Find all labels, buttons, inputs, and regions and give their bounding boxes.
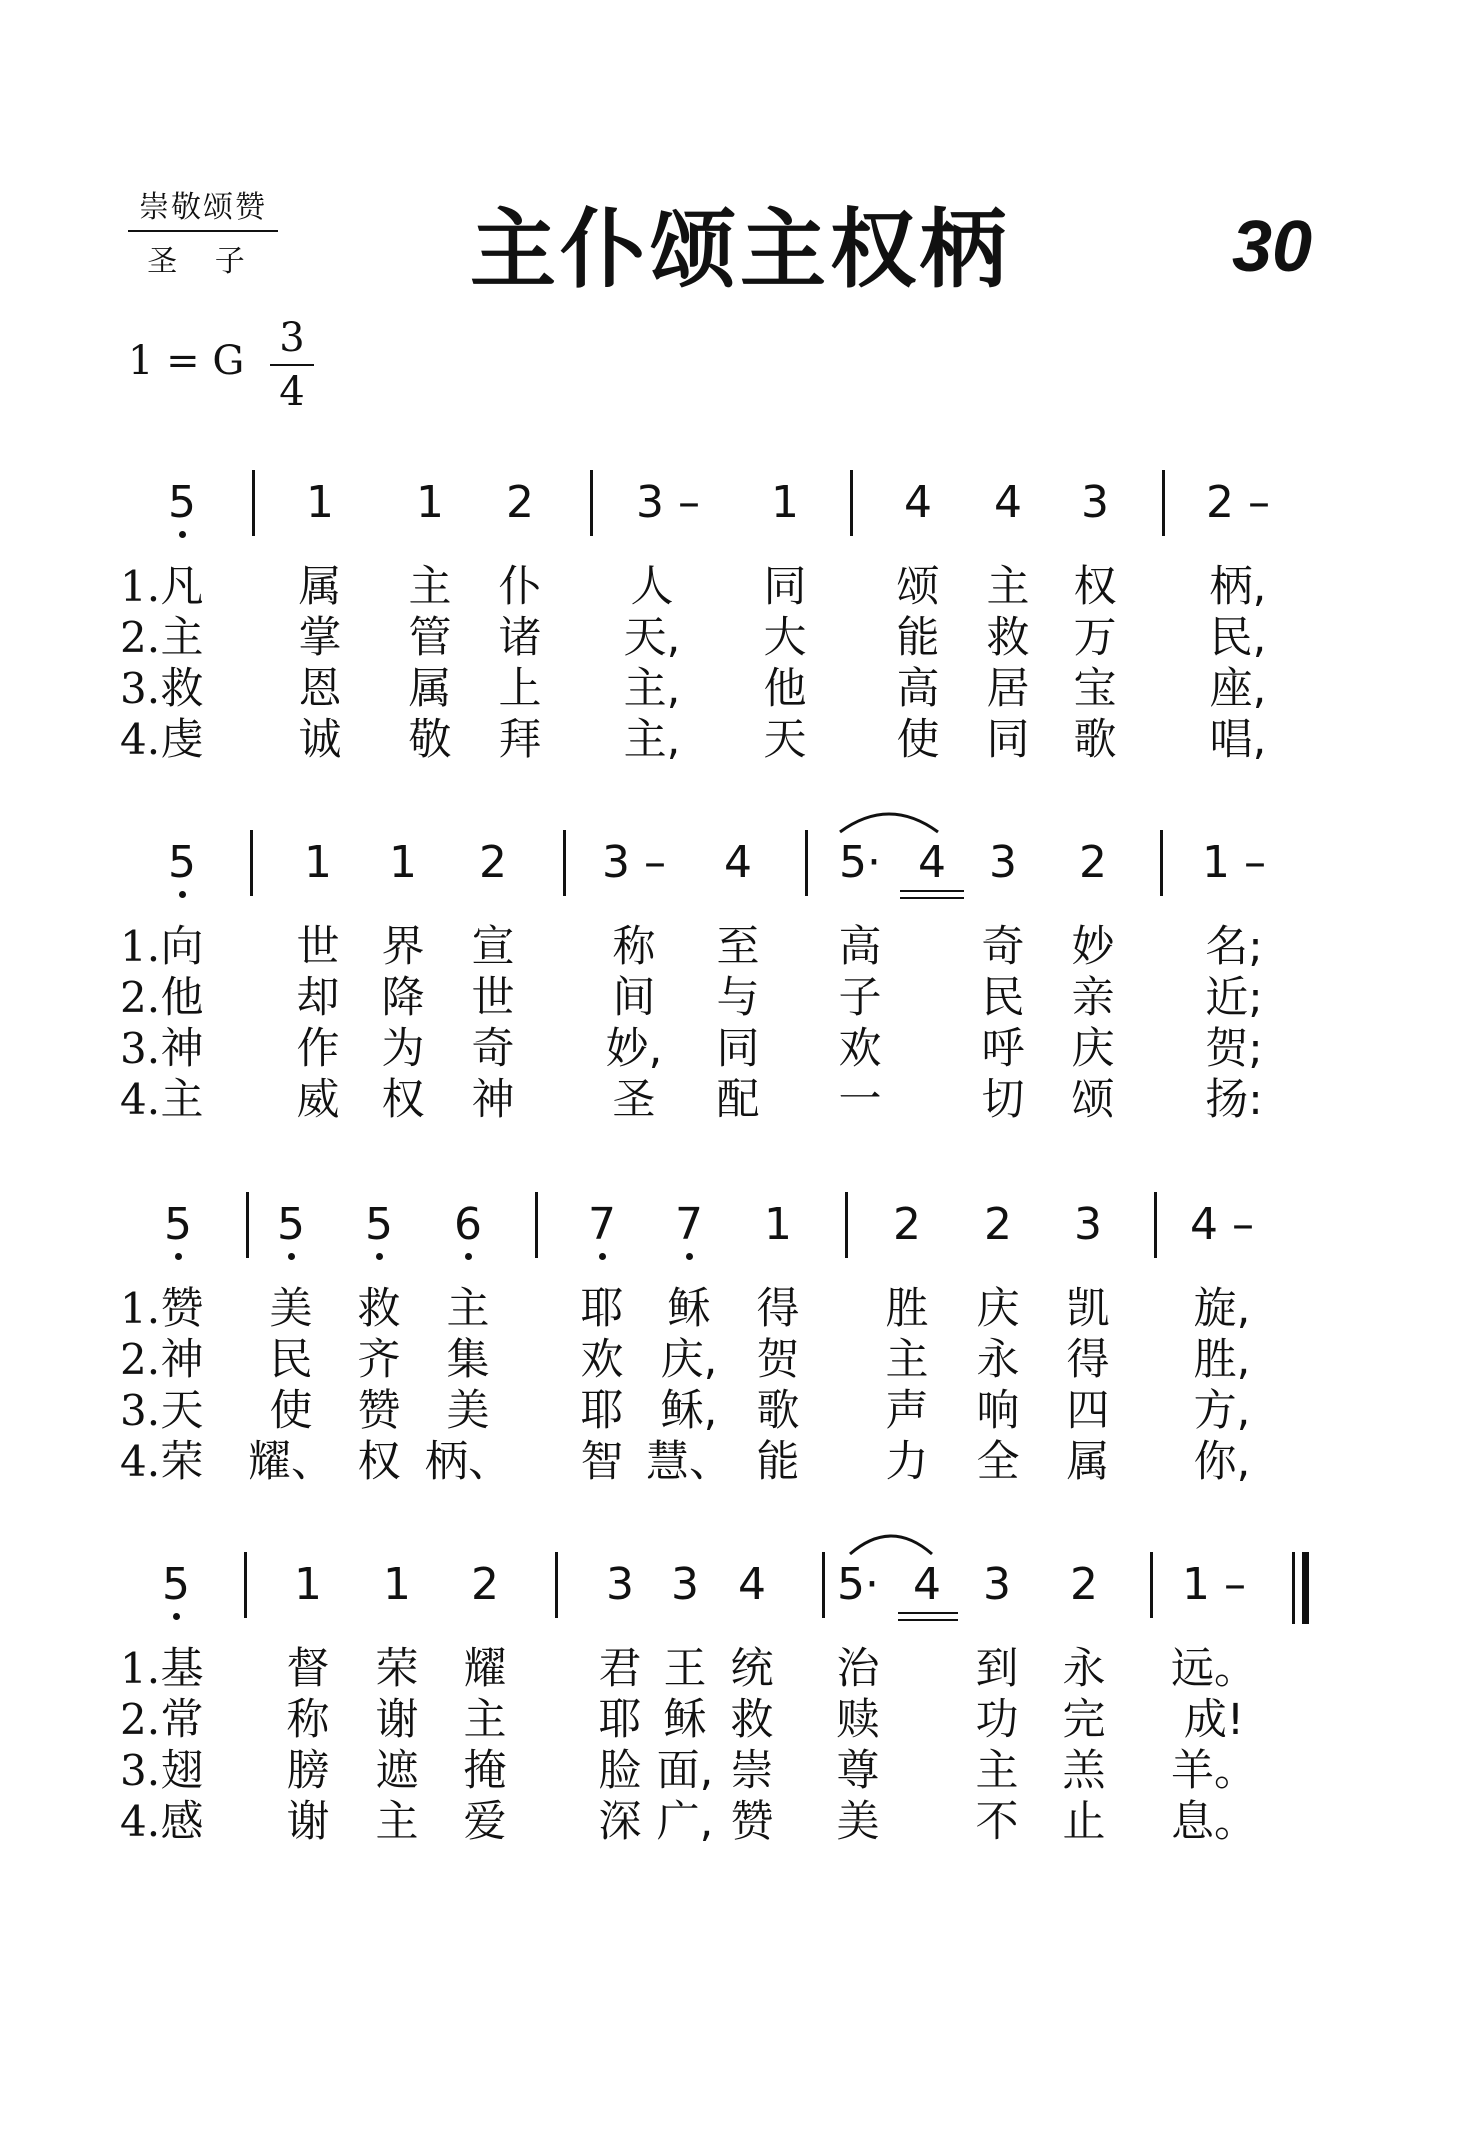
jianpu-note: 2 xyxy=(893,1199,921,1250)
bar-line xyxy=(535,1192,538,1258)
lyric-syllable: 赞 xyxy=(160,1284,204,1334)
slur-mark xyxy=(838,804,940,834)
lyric-syllable: 属 xyxy=(1066,1437,1110,1487)
lyric-syllable: 宣 xyxy=(471,922,515,972)
lyric-syllable: 主 xyxy=(975,1746,1019,1796)
jianpu-note: 4 xyxy=(738,1559,766,1610)
jianpu-note: 4 – xyxy=(1190,1199,1254,1250)
lyric-syllable: 一 xyxy=(838,1075,882,1125)
verse-number: 2. xyxy=(120,613,161,662)
jianpu-note: 2 xyxy=(471,1559,499,1610)
lyric-syllable: 成! xyxy=(1183,1695,1245,1745)
verse-number: 3. xyxy=(120,664,161,713)
lyric-syllable: 智 xyxy=(580,1437,624,1487)
lyric-syllable: 耀 xyxy=(463,1644,507,1694)
bar-line xyxy=(563,830,566,896)
lyric-syllable: 广, xyxy=(656,1797,714,1847)
lyric-syllable: 能 xyxy=(896,613,940,663)
jianpu-note: 5 xyxy=(365,1199,393,1250)
lyric-syllable: 大 xyxy=(763,613,807,663)
jianpu-note: 3 xyxy=(671,1559,699,1610)
jianpu-note: 4 xyxy=(913,1559,941,1610)
bar-line xyxy=(845,1192,848,1258)
lyric-syllable: 世 xyxy=(296,922,340,972)
verse-number: 1. xyxy=(120,1284,161,1333)
lyric-syllable: 耶 xyxy=(580,1386,624,1436)
lyric-syllable: 美 xyxy=(446,1386,490,1436)
jianpu-note: 4 xyxy=(724,837,752,888)
lyric-syllable: 督 xyxy=(286,1644,330,1694)
lyric-syllable: 欢 xyxy=(838,1024,882,1074)
lyric-syllable: 翅 xyxy=(160,1746,204,1796)
lyric-syllable: 权 xyxy=(381,1075,425,1125)
jianpu-note: 1 – xyxy=(1202,837,1266,888)
lyric-syllable: 完 xyxy=(1062,1695,1106,1745)
lyric-syllable: 至 xyxy=(716,922,760,972)
jianpu-note: 2 – xyxy=(1206,477,1270,528)
final-bar-thin xyxy=(1292,1552,1295,1624)
lyric-syllable: 管 xyxy=(408,613,452,663)
lyric-syllable: 歌 xyxy=(756,1386,800,1436)
jianpu-note: 3 xyxy=(1074,1199,1102,1250)
lyric-syllable: 赞 xyxy=(730,1797,774,1847)
lyric-syllable: 天, xyxy=(623,613,681,663)
bar-line xyxy=(1162,470,1165,536)
jianpu-note: 1 xyxy=(764,1199,792,1250)
hymn-header-left xyxy=(128,182,278,280)
lyric-syllable: 全 xyxy=(976,1437,1020,1487)
lyric-syllable: 欢 xyxy=(580,1335,624,1385)
lyric-syllable: 响 xyxy=(976,1386,1020,1436)
jianpu-note: 1 xyxy=(294,1559,322,1610)
lyric-syllable: 庆 xyxy=(976,1284,1020,1334)
verse-number: 4. xyxy=(120,1437,161,1486)
lyric-syllable: 切 xyxy=(981,1075,1025,1125)
jianpu-note: 5 xyxy=(168,837,196,888)
lyric-syllable: 座, xyxy=(1209,664,1267,714)
lyric-syllable: 远。 xyxy=(1171,1644,1257,1694)
lyric-syllable: 能 xyxy=(756,1437,800,1487)
jianpu-note: 2 xyxy=(1079,837,1107,888)
lyric-syllable: 基 xyxy=(160,1644,204,1694)
lyric-syllable: 称 xyxy=(286,1695,330,1745)
lyric-syllable: 力 xyxy=(885,1437,929,1487)
bar-line xyxy=(555,1552,558,1618)
jianpu-note: 3 – xyxy=(636,477,700,528)
lyric-syllable: 救 xyxy=(357,1284,401,1334)
lyric-syllable: 神 xyxy=(471,1075,515,1125)
lyric-syllable: 赎 xyxy=(836,1695,880,1745)
lyric-syllable: 稣 xyxy=(663,1695,707,1745)
lyric-syllable: 主, xyxy=(623,664,681,714)
lyric-syllable: 名; xyxy=(1205,922,1263,972)
lyric-syllable: 主 xyxy=(408,562,452,612)
lyric-syllable: 神 xyxy=(160,1335,204,1385)
jianpu-note: 1 – xyxy=(1182,1559,1246,1610)
lyric-syllable: 统 xyxy=(730,1644,774,1694)
hymn-author: 圣 子 xyxy=(147,244,259,279)
lyric-syllable: 人 xyxy=(630,562,674,612)
lyric-syllable: 不 xyxy=(975,1797,1019,1847)
lyric-syllable: 得 xyxy=(1066,1335,1110,1385)
lyric-syllable: 胜 xyxy=(885,1284,929,1334)
bar-line xyxy=(850,470,853,536)
lyric-syllable: 方, xyxy=(1193,1386,1251,1436)
lyric-syllable: 诚 xyxy=(298,715,342,765)
lyric-syllable: 面, xyxy=(656,1746,714,1796)
lyric-syllable: 颂 xyxy=(896,562,940,612)
bar-line xyxy=(1154,1192,1157,1258)
lyric-syllable: 使 xyxy=(896,715,940,765)
lyric-syllable: 圣 xyxy=(612,1075,656,1125)
lyric-syllable: 四 xyxy=(1066,1386,1110,1436)
lyric-syllable: 仆 xyxy=(498,562,542,612)
lyric-syllable: 天 xyxy=(763,715,807,765)
jianpu-note: 4 xyxy=(994,477,1022,528)
jianpu-note: 7 xyxy=(588,1199,616,1250)
jianpu-note: 2 xyxy=(479,837,507,888)
lyric-syllable: 主 xyxy=(986,562,1030,612)
lyric-syllable: 崇 xyxy=(730,1746,774,1796)
lyric-syllable: 庆 xyxy=(1071,1024,1115,1074)
duration-underline xyxy=(900,897,964,899)
lyric-syllable: 羊。 xyxy=(1171,1746,1257,1796)
lyric-syllable: 美 xyxy=(836,1797,880,1847)
jianpu-note: 2 xyxy=(506,477,534,528)
lyric-syllable: 配 xyxy=(716,1075,760,1125)
lyric-syllable: 向 xyxy=(160,922,204,972)
lyric-syllable: 尊 xyxy=(836,1746,880,1796)
jianpu-note: 3 xyxy=(989,837,1017,888)
key-signature: 1 = G xyxy=(128,338,245,384)
lyric-syllable: 荣 xyxy=(160,1437,204,1487)
lyric-syllable: 民 xyxy=(269,1335,313,1385)
lyric-syllable: 他 xyxy=(160,973,204,1023)
lyric-syllable: 妙 xyxy=(1071,922,1115,972)
lyric-syllable: 救 xyxy=(730,1695,774,1745)
bar-line xyxy=(250,830,253,896)
lyric-syllable: 民 xyxy=(981,973,1025,1023)
lyric-syllable: 掌 xyxy=(298,613,342,663)
lyric-syllable: 属 xyxy=(298,562,342,612)
lyric-syllable: 扬: xyxy=(1205,1075,1263,1125)
lyric-syllable: 胜, xyxy=(1193,1335,1251,1385)
lyric-syllable: 常 xyxy=(160,1695,204,1745)
jianpu-note: 5 xyxy=(277,1199,305,1250)
jianpu-note: 4 xyxy=(918,837,946,888)
verse-number: 2. xyxy=(120,973,161,1022)
jianpu-note: 1 xyxy=(771,477,799,528)
lyric-syllable: 权 xyxy=(1073,562,1117,612)
lyric-syllable: 世 xyxy=(471,973,515,1023)
verse-number: 4. xyxy=(120,715,161,764)
lyric-syllable: 间 xyxy=(612,973,656,1023)
lyric-syllable: 赞 xyxy=(357,1386,401,1436)
lyric-syllable: 荣 xyxy=(375,1644,419,1694)
time-signature xyxy=(270,312,314,418)
lyric-syllable: 颂 xyxy=(1071,1075,1115,1125)
verse-number: 3. xyxy=(120,1024,161,1073)
lyric-syllable: 与 xyxy=(716,973,760,1023)
lyric-syllable: 爱 xyxy=(463,1797,507,1847)
hymn-category: 崇敬颂赞 xyxy=(128,182,278,232)
lyric-syllable: 齐 xyxy=(357,1335,401,1385)
lyric-syllable: 称 xyxy=(612,922,656,972)
jianpu-note: 1 xyxy=(389,837,417,888)
lyric-syllable: 永 xyxy=(976,1335,1020,1385)
verse-number: 1. xyxy=(120,562,161,611)
lyric-syllable: 你, xyxy=(1193,1437,1251,1487)
hymn-number: 30 xyxy=(1232,207,1313,287)
lyric-syllable: 呼 xyxy=(981,1024,1025,1074)
lyric-syllable: 使 xyxy=(269,1386,313,1436)
bar-line xyxy=(246,1192,249,1258)
lyric-syllable: 美 xyxy=(269,1284,313,1334)
slur-mark xyxy=(848,1526,934,1556)
lyric-syllable: 耶 xyxy=(598,1695,642,1745)
lyric-syllable: 主 xyxy=(375,1797,419,1847)
lyric-syllable: 诸 xyxy=(498,613,542,663)
lyric-syllable: 歌 xyxy=(1073,715,1117,765)
verse-number: 1. xyxy=(120,922,161,971)
final-bar-thick xyxy=(1302,1552,1309,1624)
jianpu-note: 5· xyxy=(839,837,881,888)
duration-underline xyxy=(900,890,964,892)
lyric-syllable: 天 xyxy=(160,1386,204,1436)
jianpu-note: 5 xyxy=(164,1199,192,1250)
lyric-syllable: 谢 xyxy=(375,1695,419,1745)
lyric-syllable: 同 xyxy=(716,1024,760,1074)
lyric-syllable: 唱, xyxy=(1209,715,1267,765)
lyric-syllable: 虔 xyxy=(160,715,204,765)
lyric-syllable: 救 xyxy=(160,664,204,714)
verse-number: 2. xyxy=(120,1335,161,1384)
lyric-syllable: 主 xyxy=(463,1695,507,1745)
lyric-syllable: 羔 xyxy=(1062,1746,1106,1796)
lyric-syllable: 贺 xyxy=(756,1335,800,1385)
lyric-syllable: 却 xyxy=(296,973,340,1023)
jianpu-note: 7 xyxy=(675,1199,703,1250)
lyric-syllable: 贺; xyxy=(1205,1024,1263,1074)
bar-line xyxy=(1160,830,1163,896)
lyric-syllable: 耶 xyxy=(580,1284,624,1334)
lyric-syllable: 拜 xyxy=(498,715,542,765)
lyric-syllable: 脸 xyxy=(598,1746,642,1796)
lyric-syllable: 掩 xyxy=(463,1746,507,1796)
lyric-syllable: 主 xyxy=(160,1075,204,1125)
jianpu-note: 5· xyxy=(837,1559,879,1610)
jianpu-note: 3 xyxy=(983,1559,1011,1610)
lyric-syllable: 主 xyxy=(885,1335,929,1385)
lyric-syllable: 作 xyxy=(296,1024,340,1074)
lyric-syllable: 界 xyxy=(381,922,425,972)
lyric-syllable: 同 xyxy=(986,715,1030,765)
lyric-syllable: 柄, xyxy=(1209,562,1267,612)
jianpu-note: 1 xyxy=(383,1559,411,1610)
lyric-syllable: 高 xyxy=(896,664,940,714)
lyric-syllable: 谢 xyxy=(286,1797,330,1847)
lyric-syllable: 耀、 xyxy=(248,1437,334,1487)
lyric-syllable: 救 xyxy=(986,613,1030,663)
lyric-syllable: 妙, xyxy=(605,1024,663,1074)
lyric-syllable: 遮 xyxy=(375,1746,419,1796)
lyric-syllable: 高 xyxy=(838,922,882,972)
jianpu-note: 5 xyxy=(162,1559,190,1610)
lyric-syllable: 稣, xyxy=(660,1386,718,1436)
lyric-syllable: 深 xyxy=(598,1797,642,1847)
lyric-syllable: 得 xyxy=(756,1284,800,1334)
lyric-syllable: 君 xyxy=(598,1644,642,1694)
jianpu-note: 4 xyxy=(904,477,932,528)
verse-number: 3. xyxy=(120,1386,161,1435)
lyric-syllable: 到 xyxy=(975,1644,1019,1694)
lyric-syllable: 神 xyxy=(160,1024,204,1074)
jianpu-note: 2 xyxy=(1070,1559,1098,1610)
lyric-syllable: 凯 xyxy=(1066,1284,1110,1334)
lyric-syllable: 功 xyxy=(975,1695,1019,1745)
lyric-syllable: 慧、 xyxy=(646,1437,732,1487)
verse-number: 4. xyxy=(120,1797,161,1846)
jianpu-note: 6 xyxy=(454,1199,482,1250)
lyric-syllable: 主 xyxy=(446,1284,490,1334)
lyric-syllable: 止 xyxy=(1062,1797,1106,1847)
lyric-syllable: 威 xyxy=(296,1075,340,1125)
lyric-syllable: 膀 xyxy=(286,1746,330,1796)
lyric-syllable: 居 xyxy=(986,664,1030,714)
jianpu-note: 1 xyxy=(304,837,332,888)
lyric-syllable: 治 xyxy=(836,1644,880,1694)
time-signature-unit: 4 xyxy=(279,369,305,415)
lyric-syllable: 为 xyxy=(381,1024,425,1074)
lyric-syllable: 权 xyxy=(357,1437,401,1487)
jianpu-note: 5 xyxy=(168,477,196,528)
lyric-syllable: 宝 xyxy=(1073,664,1117,714)
jianpu-note: 3 xyxy=(606,1559,634,1610)
verse-number: 4. xyxy=(120,1075,161,1124)
jianpu-note: 1 xyxy=(306,477,334,528)
bar-line xyxy=(252,470,255,536)
bar-line xyxy=(244,1552,247,1618)
jianpu-note: 2 xyxy=(984,1199,1012,1250)
jianpu-note: 3 xyxy=(1081,477,1109,528)
time-signature-beats: 3 xyxy=(270,312,314,366)
lyric-syllable: 息。 xyxy=(1171,1797,1257,1847)
jianpu-note: 1 xyxy=(416,477,444,528)
lyric-syllable: 主, xyxy=(623,715,681,765)
lyric-syllable: 奇 xyxy=(981,922,1025,972)
duration-underline xyxy=(898,1619,958,1621)
hymn-title: 主仆颂主权柄 xyxy=(470,200,1010,300)
lyric-syllable: 旋, xyxy=(1193,1284,1251,1334)
duration-underline xyxy=(898,1612,958,1614)
lyric-syllable: 主 xyxy=(160,613,204,663)
lyric-syllable: 同 xyxy=(763,562,807,612)
lyric-syllable: 感 xyxy=(160,1797,204,1847)
bar-line xyxy=(1150,1552,1153,1618)
lyric-syllable: 他 xyxy=(763,664,807,714)
lyric-syllable: 上 xyxy=(498,664,542,714)
bar-line xyxy=(822,1552,825,1618)
lyric-syllable: 庆, xyxy=(660,1335,718,1385)
verse-number: 2. xyxy=(120,1695,161,1744)
verse-number: 1. xyxy=(120,1644,161,1693)
jianpu-note: 3 – xyxy=(602,837,666,888)
lyric-syllable: 柄、 xyxy=(425,1437,511,1487)
lyric-syllable: 凡 xyxy=(160,562,204,612)
lyric-syllable: 王 xyxy=(663,1644,707,1694)
verse-number: 3. xyxy=(120,1746,161,1795)
lyric-syllable: 子 xyxy=(838,973,882,1023)
lyric-syllable: 民, xyxy=(1209,613,1267,663)
lyric-syllable: 恩 xyxy=(298,664,342,714)
lyric-syllable: 属 xyxy=(408,664,452,714)
lyric-syllable: 稣 xyxy=(667,1284,711,1334)
bar-line xyxy=(805,830,808,896)
lyric-syllable: 集 xyxy=(446,1335,490,1385)
lyric-syllable: 奇 xyxy=(471,1024,515,1074)
lyric-syllable: 近; xyxy=(1205,973,1263,1023)
lyric-syllable: 敬 xyxy=(408,715,452,765)
lyric-syllable: 亲 xyxy=(1071,973,1115,1023)
lyric-syllable: 声 xyxy=(885,1386,929,1436)
lyric-syllable: 降 xyxy=(381,973,425,1023)
lyric-syllable: 永 xyxy=(1062,1644,1106,1694)
lyric-syllable: 万 xyxy=(1073,613,1117,663)
bar-line xyxy=(590,470,593,536)
